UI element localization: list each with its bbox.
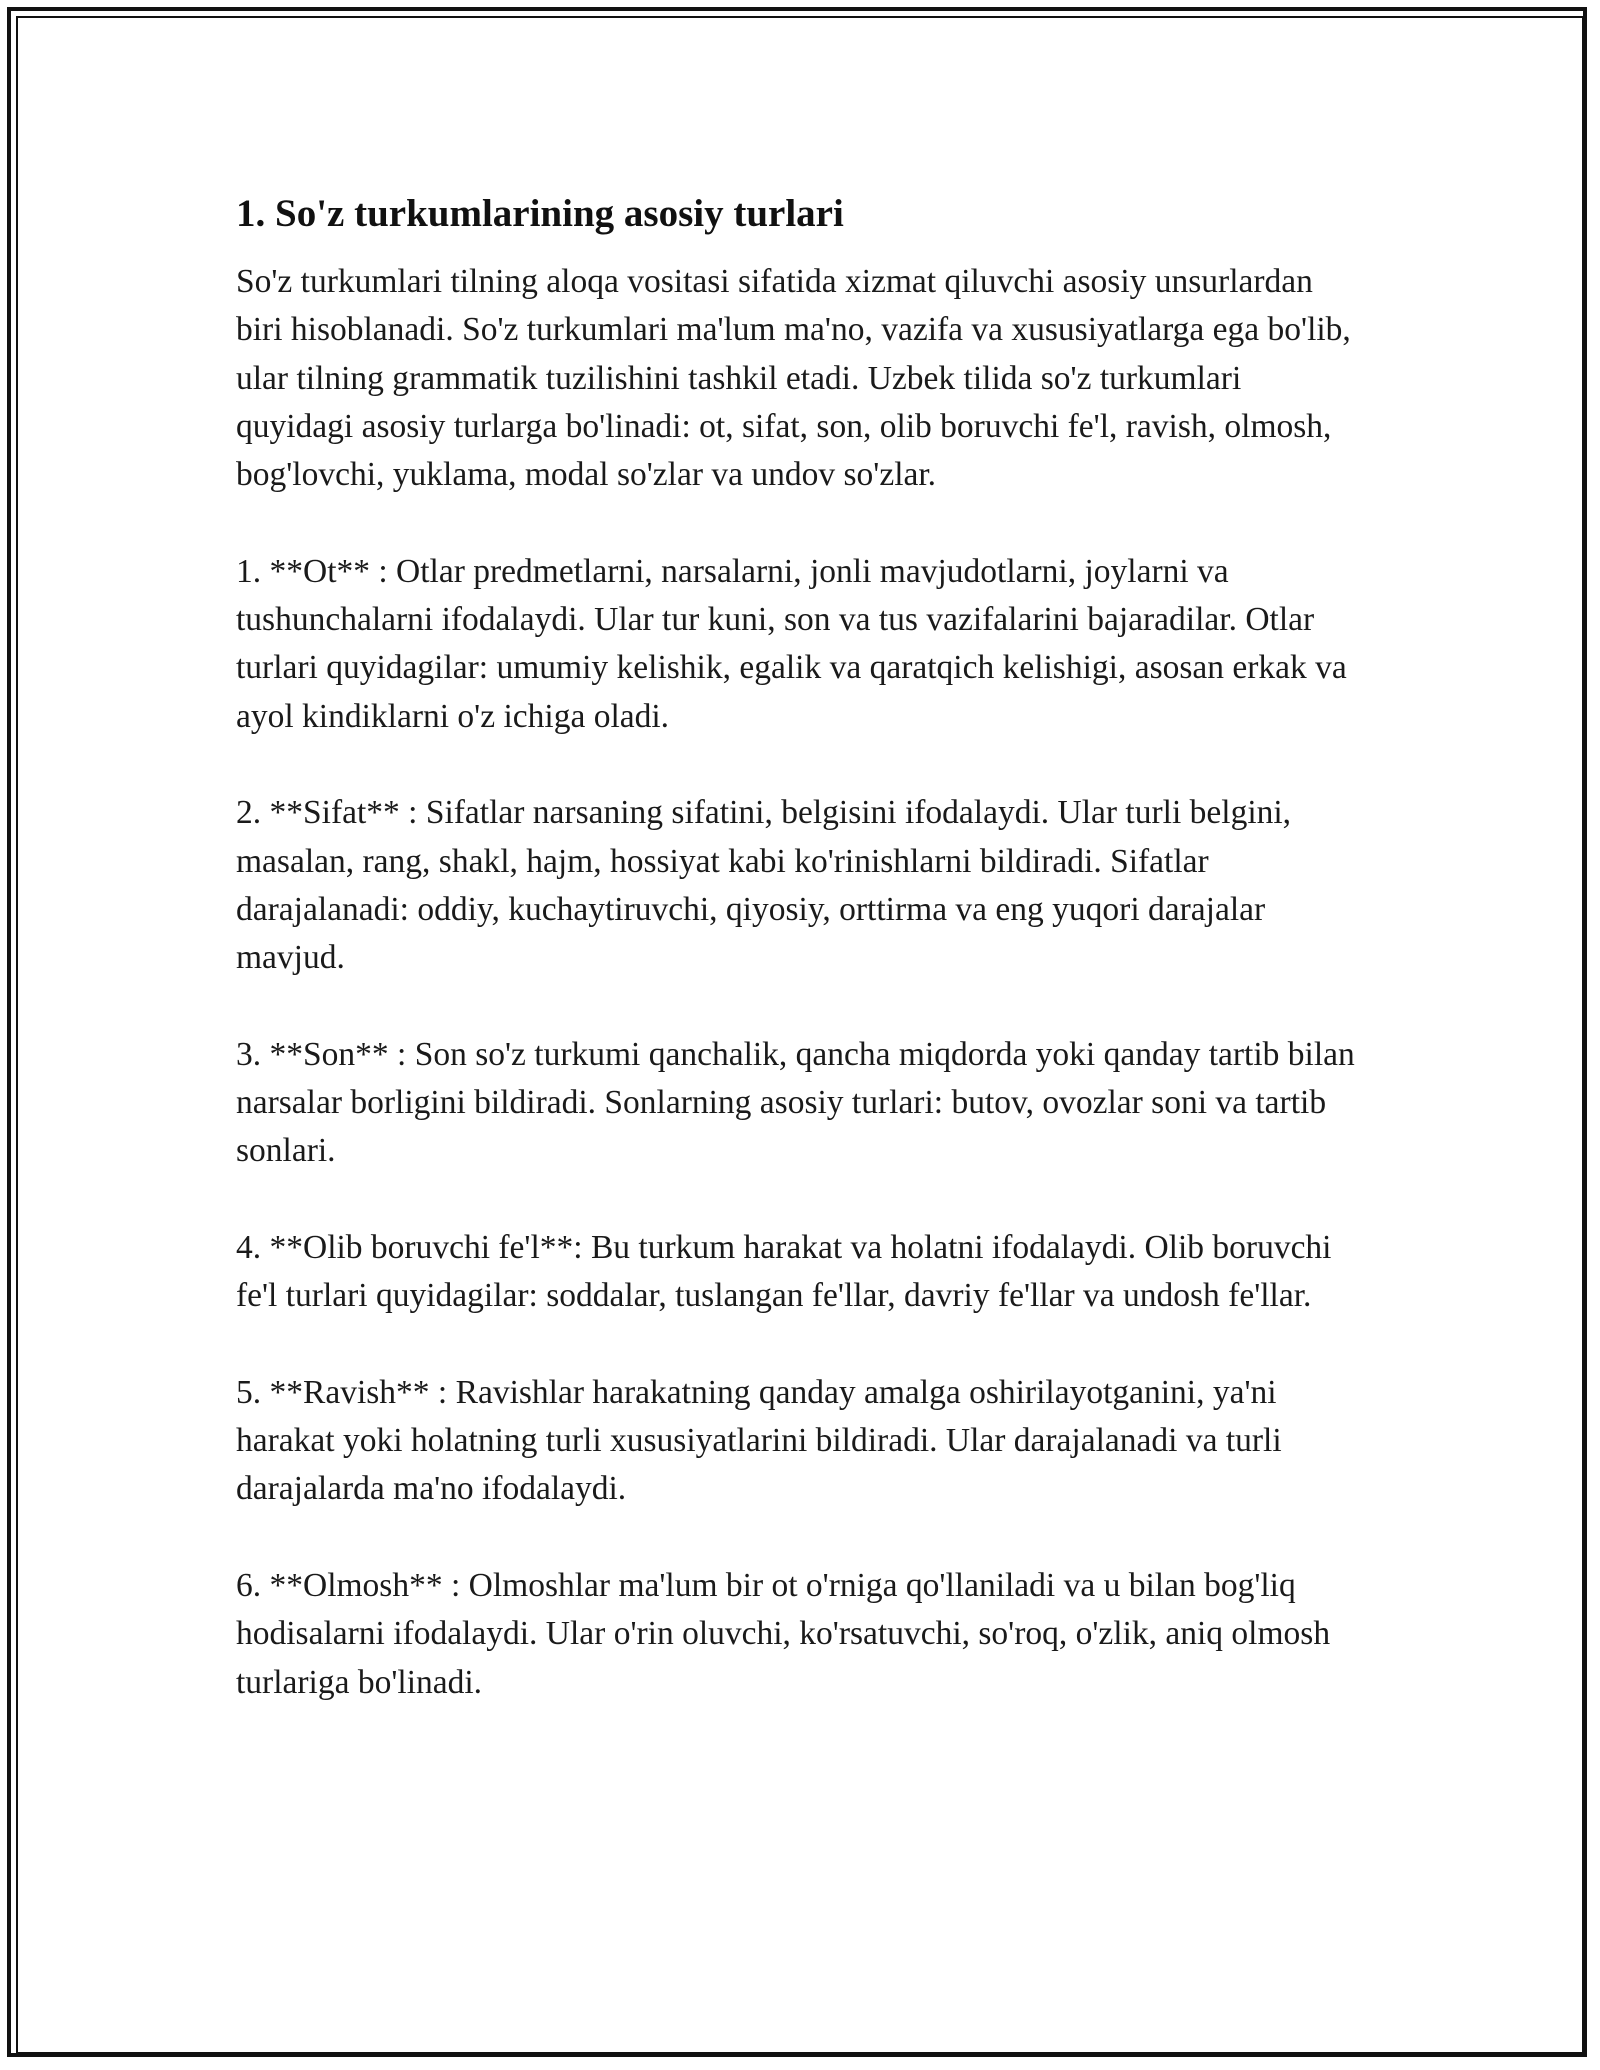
item-fel-paragraph: 4. **Olib boruvchi fe'l**: Bu turkum harakat va holatni ifodalaydi. Olib boruvchi fe'l turlari quyidagilar: soddalar, tuslangan fe'llar, davriy fe'llar va undosh fe'llar.	[236, 1228, 1332, 1315]
intro-paragraph: So'z turkumlari tilning aloqa vositasi sifatida xizmat qiluvchi asosiy unsurlardan biri hisoblanadi. So'z turkumlari ma'lum ma'no, vazifa va xususiyatlarga ega bo'lib, ular tilning grammatik tuzilishini tashkil etadi. Uzbek tilida so'z turkumlari quyidagi asosiy turlarga bo'linadi: ot, sifat, son, olib boruvchi fe'l, ravish, olmosh, bog'lovchi, yuklama, modal so'zlar va undov so'zlar.	[236, 263, 1351, 494]
item-olmosh-paragraph: 6. **Olmosh** : Olmoshlar ma'lum bir ot o'rniga qo'llaniladi va u bilan bog'liq hodisalarni ifodalaydi. Ular o'rin oluvchi, ko'rsatuvchi, so'roq, o'zlik, aniq olmosh turlariga bo'linadi.	[236, 1567, 1331, 1701]
item-ravish-paragraph: 5. **Ravish** : Ravishlar harakatning qanday amalga oshirilayotganini, ya'ni harakat yoki holatning turli xususiyatlarini bildiradi. Ular darajalanadi va turli darajalarda ma'no ifodalaydi.	[236, 1373, 1282, 1508]
item-son-paragraph: 3. **Son** : Son so'z turkumi qanchalik, qancha miqdorda yoki qanday tartib bilan narsalar borligini bildiradi. Sonlarning asosiy turlari: butov, ovozlar soni va tartib sonlari.	[236, 1035, 1355, 1170]
item-ot-paragraph: 1. **Ot** : Otlar predmetlarni, narsalarni, jonli mavjudotlarni, joylarni va tushunchalarni ifodalaydi. Ular tur kuni, son va tus vazifalarini bajaradilar. Otlar turlari quyidagilar: umumiy kelishik, egalik va qaratqich kelishigi, asosan erkak va ayol kindiklarni o'z ichiga oladi.	[236, 552, 1347, 735]
item-sifat-paragraph: 2. **Sifat** : Sifatlar narsaning sifatini, belgisini ifodalaydi. Ular turli belgini, masalan, rang, shakl, hajm, hossiyat kabi ko'rinishlarni bildiradi. Sifatlar darajalanadi: oddiy, kuchaytiruvchi, qiyosiy, orttirma va eng yuqori darajalar mavjud.	[236, 794, 1292, 977]
document-body	[236, 186, 1366, 1755]
section-heading: 1. So'z turkumlarining asosiy turlari	[236, 192, 844, 235]
